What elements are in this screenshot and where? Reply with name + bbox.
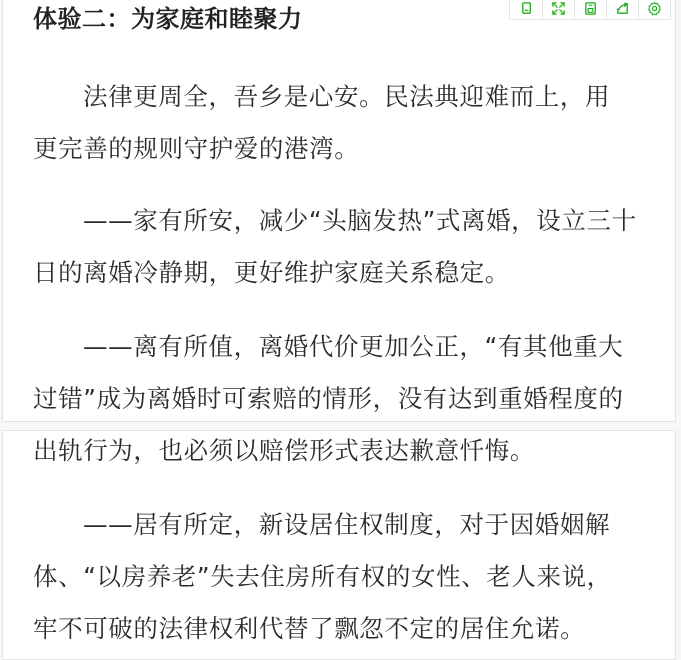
paragraph-line: 体、“以房养老”失去住房所有权的女性、老人来说， <box>33 562 612 591</box>
save-icon <box>583 1 598 16</box>
image-toolbar <box>509 0 671 20</box>
paragraph-line: ——居有所定，新设居住权制度，对于因婚姻解 <box>83 510 611 539</box>
paragraph-line: 过错”成为离婚时可索赔的情形，没有达到重婚程度的 <box>33 384 624 413</box>
paragraph-line: 牢不可破的法律权利代替了飘忽不定的居住允诺。 <box>33 614 586 643</box>
paragraph-3-bottom <box>33 430 663 477</box>
paragraph-line: 日的离婚冷静期，更好维护家庭关系稳定。 <box>33 258 510 287</box>
fullscreen-button[interactable] <box>542 0 574 19</box>
settings-icon <box>647 1 662 16</box>
article-panel-top <box>2 0 676 422</box>
share-button[interactable] <box>606 0 638 19</box>
paragraph-line: 出轨行为，也必须以赔偿形式表达歉意忏悔。 <box>33 436 535 465</box>
section-heading: 体验二：为家庭和睦聚力 <box>33 5 303 33</box>
settings-button[interactable] <box>638 0 670 19</box>
paragraph-4 <box>33 499 663 655</box>
fullscreen-icon <box>551 1 566 16</box>
paragraph-line: ——家有所安，减少“头脑发热”式离婚，设立三十 <box>83 206 637 235</box>
paragraph-2 <box>33 195 663 299</box>
copy-icon <box>519 1 534 16</box>
paragraph-3-top <box>33 321 663 422</box>
paragraph-1 <box>33 71 663 175</box>
save-button[interactable] <box>574 0 606 19</box>
copy-button[interactable] <box>510 0 542 19</box>
article-panel-bottom <box>2 430 676 660</box>
share-icon <box>615 1 630 16</box>
paragraph-line: 更完善的规则守护爱的港湾。 <box>33 134 360 163</box>
paragraph-line: ——离有所值，离婚代价更加公正，“有其他重大 <box>83 332 624 361</box>
paragraph-line: 法律更周全，吾乡是心安。民法典迎难而上，用 <box>83 82 611 111</box>
